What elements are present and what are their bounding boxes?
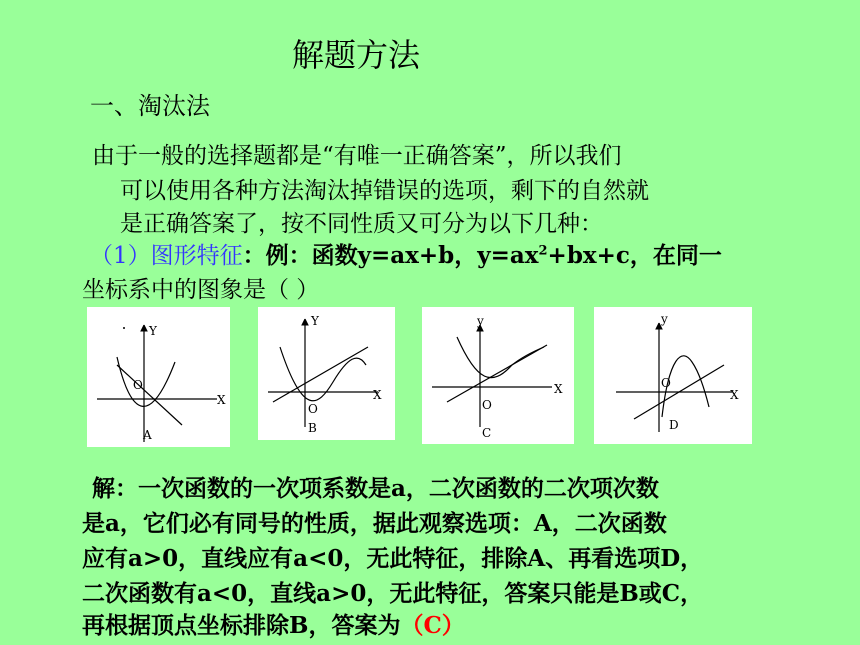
graph-c-x-label: X	[554, 382, 563, 396]
graph-option-c	[422, 307, 574, 444]
graph-d-letter: D	[669, 418, 679, 432]
graph-option-b	[258, 307, 395, 440]
graph-c-origin: O	[482, 398, 492, 412]
graph-b-x-label: X	[373, 388, 382, 402]
section-heading: 一、淘汰法	[90, 92, 210, 120]
question-text-a: ：例：函数y=ax+b，y=ax	[242, 242, 539, 269]
graph-a-figure	[87, 307, 230, 447]
solution-line-1: 解：一次函数的一次项系数是a，二次函数的二次项次数	[92, 475, 659, 502]
graph-c-letter: C	[482, 426, 492, 440]
graph-b-figure	[258, 307, 395, 440]
intro-line-3: 是正确答案了，按不同性质又可分为以下几种：	[120, 211, 603, 237]
graph-a-y-label: Y	[149, 324, 157, 338]
slide-title: 解题方法	[292, 36, 421, 74]
graph-c-figure	[422, 307, 574, 444]
graph-d-y-label: y	[661, 312, 668, 326]
graph-a-origin: O	[133, 378, 143, 392]
graph-d-figure	[594, 307, 752, 444]
graph-d-x-label: X	[730, 388, 739, 402]
graph-a-x-label: X	[217, 393, 226, 407]
question-line-2: 坐标系中的图象是（ ）	[82, 277, 320, 303]
question-line-1	[90, 237, 722, 270]
graph-option-a	[87, 307, 230, 447]
graph-b-letter: B	[308, 421, 317, 435]
graph-d-origin: O	[661, 376, 671, 390]
intro-line-2: 可以使用各种方法淘汰掉错误的选项，剩下的自然就	[120, 178, 649, 204]
solution-line-5-text: 再根据顶点坐标排除B，答案为	[82, 612, 401, 639]
graph-c-y-label: y	[477, 314, 484, 328]
question-tag: （1）图形特征	[90, 243, 243, 269]
question-text-b: +bx+c，在同一	[547, 242, 722, 269]
graph-b-y-label: Y	[311, 314, 319, 328]
question-superscript: 2	[538, 243, 548, 259]
solution-line-2: 是a，它们必有同号的性质，据此观察选项：A，二次函数	[82, 510, 667, 537]
solution-line-5	[82, 607, 465, 640]
answer-label: （C）	[400, 612, 465, 639]
graph-a-letter: A	[143, 428, 152, 442]
solution-line-3: 应有a>0，直线应有a<0，无此特征，排除A、再看选项D，	[82, 545, 704, 572]
intro-line-1: 由于一般的选择题都是“有唯一正确答案”，所以我们	[92, 143, 622, 169]
solution-line-4: 二次函数有a<0，直线a>0，无此特征，答案只能是B或C，	[82, 580, 704, 607]
graph-b-origin: O	[308, 402, 318, 416]
graph-option-d	[594, 307, 752, 444]
